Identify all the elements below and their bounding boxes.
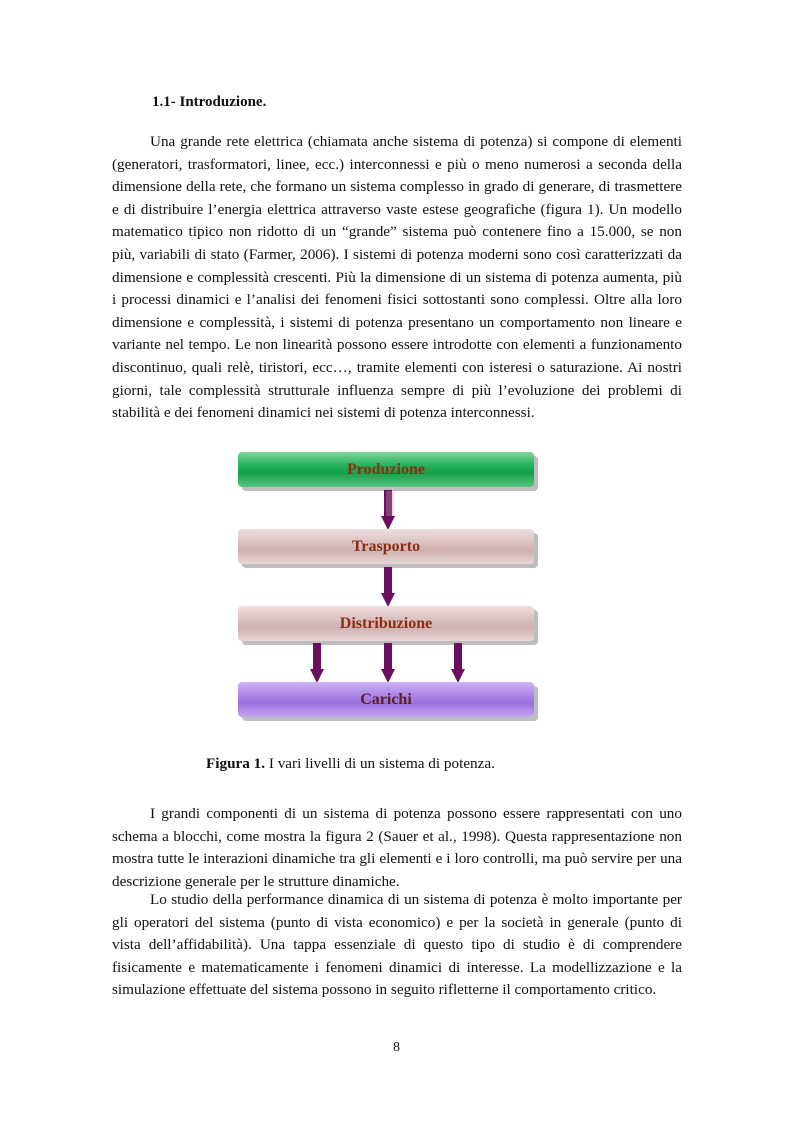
figure-caption (206, 755, 495, 773)
figure-1-diagram (236, 452, 542, 727)
caption-label: Figura 1. (206, 755, 266, 772)
arrow-down-icon (381, 643, 395, 683)
box-distribuzione: Distribuzione (238, 606, 534, 641)
paragraph-performance: Lo studio della performance dinamica di un sistema di potenza è molto importante per gli operatori del sistema (punto di vista economico) e per la società in generale (punto di vista dell’affidabilità). Una tappa essenziale di questo tipo di studio è di comprendere fisicamente e matematicamente i fenomeni dinamici di interesse. La modellizzazione e la simulazione effettuate del sistema possono in seguito rifletterne il comportamento critico. (112, 891, 682, 999)
page-number: 8 (393, 1040, 400, 1055)
arrow-down-icon (381, 567, 395, 607)
box-produzione: Produzione (238, 452, 534, 487)
arrow-down-icon (310, 643, 324, 683)
paragraph-block-schema: I grandi componenti di un sistema di potenza possono essere rappresentati con uno schema a blocchi, come mostra la figura 2 (Sauer et al., 1998). Questa rappresentazione non mostra tutte le interazioni dinamiche tra gli elementi e i loro controlli, ma può servire per una descrizione generale per le strutture dinamiche. (112, 805, 682, 890)
paragraph-intro: Una grande rete elettrica (chiamata anche sistema di potenza) si compone di elementi (generatori, trasformatori, linee, ecc.) interconnessi e più o meno numerosi a seconda della dimensione della rete, che formano un sistema complesso in grado di generare, di trasmettere e di distribuire l’energia elettrica attraverso vaste estese geografiche (figura 1). Un modello matematico tipico non ridotto di un “grande” sistema può contenere fino a 15.000, se non più, variabili di stato (Farmer, 2006). I sistemi di potenza moderni sono così caratterizzati da dimensione e complessità crescenti. Più la dimensione di un sistema di potenza aumenta, più i processi dinamici e l’analisi dei fenomeni fisici sottostanti sono complessi. Oltre alla loro dimensione e complessità, i sistemi di potenza presentano un comportamento non lineare e variante nel tempo. Le non linearità possono essere introdotte con elementi a funzionamento discontinuo, quali relè, tiristori, ecc…, tramite elementi con isteresi o saturazione. Ai nostri giorni, tale complessità strutturale influenza sempre di più l’evoluzione dei problemi di stabilità e dei fenomeni dinamici nei sistemi di potenza interconnessi. (112, 133, 682, 422)
arrow-down-icon (381, 490, 395, 530)
box-carichi: Carichi (238, 682, 534, 717)
section-heading: 1.1- Introduzione. (152, 94, 267, 110)
caption-text: I vari livelli di un sistema di potenza. (265, 755, 495, 772)
arrow-down-icon (451, 643, 465, 683)
box-trasporto: Trasporto (238, 529, 534, 564)
